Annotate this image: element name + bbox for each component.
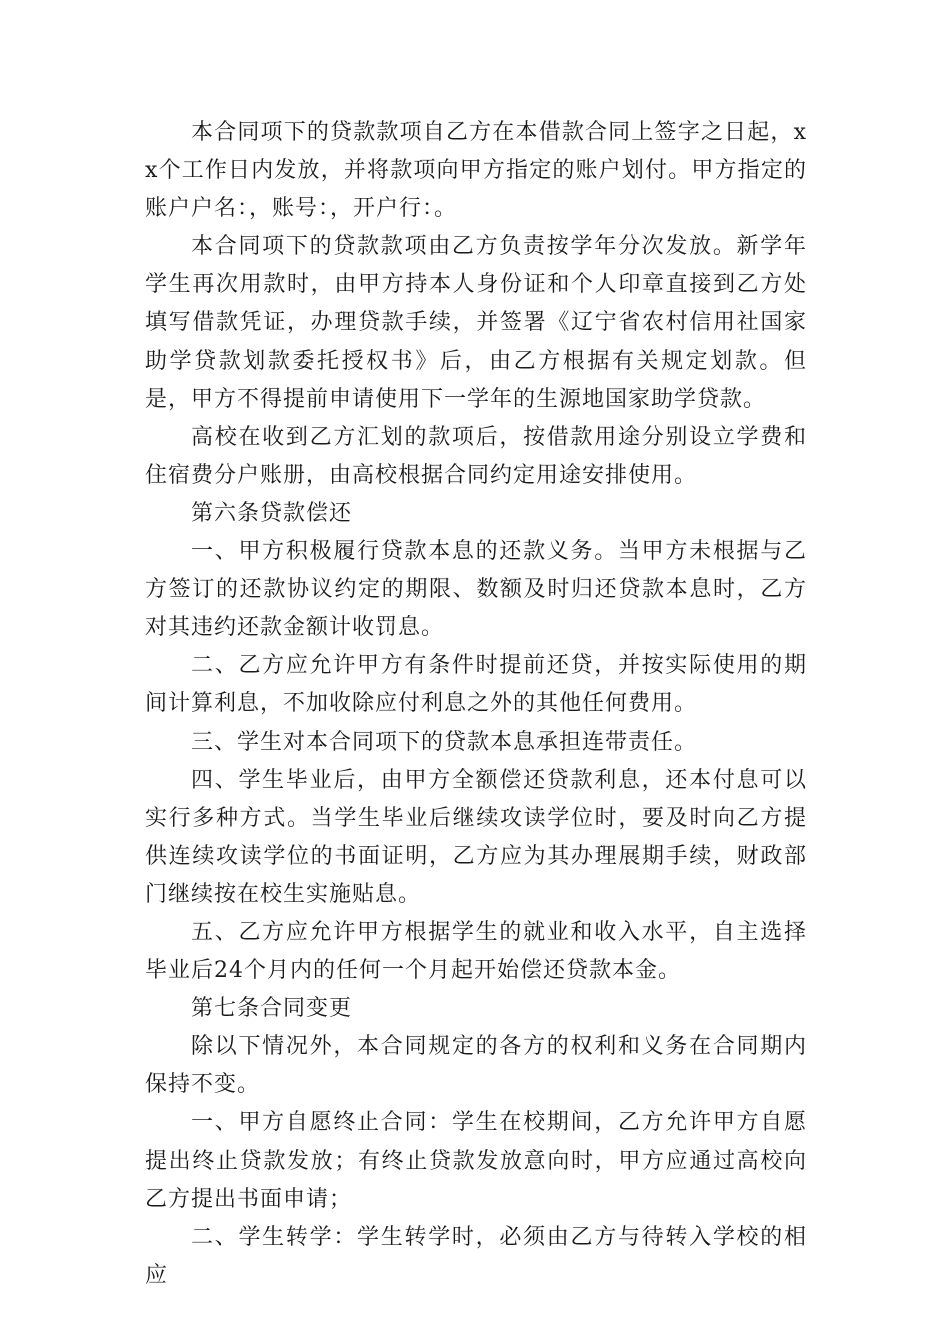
paragraph: 本合同项下的贷款款项由乙方负责按学年分次发放。新学年学生再次用款时，由甲方持本人身份证和个人印章直接到乙方处填写借款凭证，办理贷款手续，并签署《辽宁省农村信用社国家助学贷款划款委托授权书》后，由乙方根据有关规定划款。但是，甲方不得提前申请使用下一学年的生源地国家助学贷款。 (145, 234, 807, 412)
paragraph: 五、乙方应允许甲方根据学生的就业和收入水平，自主选择毕业后24个月内的任何一个月起开始偿还贷款本金。 (145, 919, 807, 984)
paragraph: 一、甲方自愿终止合同：学生在校期间，乙方允许甲方自愿提出终止贷款发放；有终止贷款发放意向时，甲方应通过高校向乙方提出书面申请； (145, 1110, 807, 1212)
paragraph: 二、学生转学：学生转学时，必须由乙方与待转入学校的相应 (145, 1224, 807, 1288)
section-heading: 第七条合同变更 (191, 996, 353, 1022)
paragraph: 除以下情况外，本合同规定的各方的权利和义务在合同期内保持不变。 (145, 1034, 807, 1098)
document-body (145, 114, 807, 1295)
paragraph: 四、学生毕业后，由甲方全额偿还贷款利息，还本付息可以实行多种方式。当学生毕业后继续攻读学位时，要及时向乙方提供连续攻读学位的书面证明，乙方应为其办理展期手续，财政部门继续按在校生实施贴息。 (145, 767, 807, 907)
paragraph: 三、学生对本合同项下的贷款本息承担连带责任。 (191, 729, 698, 755)
paragraph: 高校在收到乙方汇划的款项后，按借款用途分别设立学费和住宿费分户账册，由高校根据合同约定用途安排使用。 (145, 424, 807, 488)
section-heading: 第六条贷款偿还 (191, 500, 353, 526)
paragraph: 二、乙方应允许甲方有条件时提前还贷，并按实际使用的期间计算利息，不加收除应付利息之外的其他任何费用。 (145, 653, 807, 717)
paragraph: 本合同项下的贷款款项自乙方在本借款合同上签字之日起，xx个工作日内发放，并将款项向甲方指定的账户划付。甲方指定的账户户名：，账号：，开户行：。 (145, 120, 807, 222)
paragraph: 一、甲方积极履行贷款本息的还款义务。当甲方未根据与乙方签订的还款协议约定的期限、数额及时归还贷款本息时，乙方对其违约还款金额计收罚息。 (145, 539, 807, 641)
